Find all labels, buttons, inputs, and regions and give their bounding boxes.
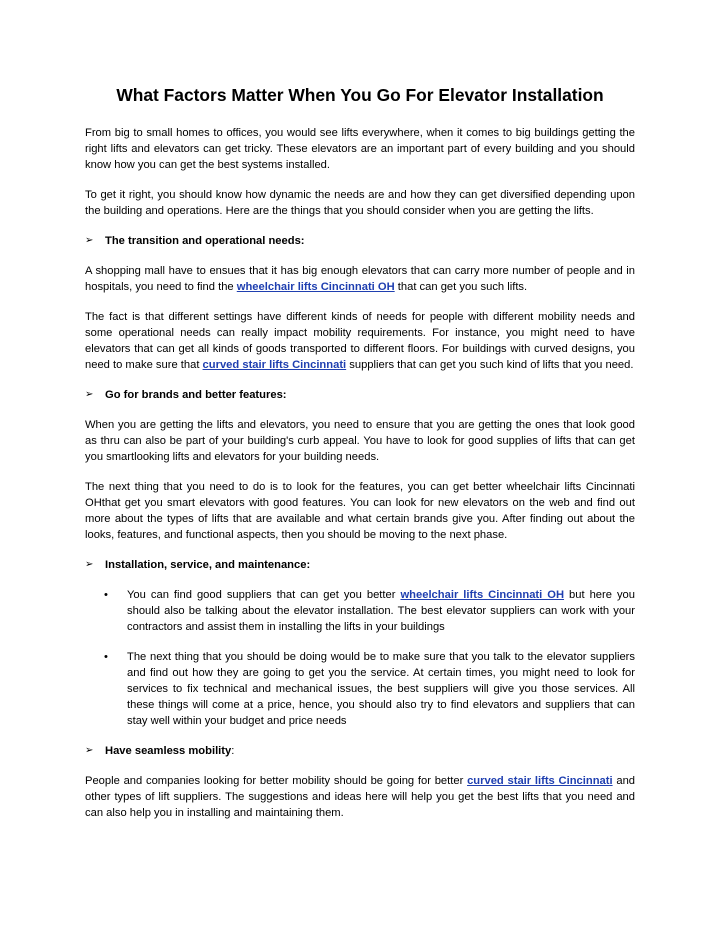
installation-bullet-list	[85, 587, 635, 729]
arrow-bullet-icon: ➢	[85, 559, 94, 570]
text-span: People and companies looking for better mobility should be going for better	[85, 775, 468, 787]
paragraph-getting-lifts: When you are getting the lifts and elevators, you need to ensure that you are getting the ones that look good as thru can also be part of your building's curb appeal. You have to look for good supplies of lifts that can get you smartlooking lifts and elevators for your building needs.	[85, 419, 635, 463]
paragraph-shopping-mall	[85, 263, 635, 295]
paragraph-different-settings	[85, 309, 635, 373]
list-item	[85, 649, 635, 729]
page-title: What Factors Matter When You Go For Elevator Installation	[116, 85, 604, 105]
section-heading-transition	[85, 233, 635, 249]
text-span: but here you should also be talking about the elevator installation. The best elevator suppliers can work with your contractors and assist them in installing the lifts in your buildings	[127, 589, 635, 633]
text-span: and other types of lift suppliers. The suggestions and ideas here will help you get the best lifts that you need and can also help you in installing and maintaining them.	[85, 775, 636, 819]
section-heading-mobility	[85, 743, 635, 759]
paragraph-better-mobility	[85, 773, 635, 821]
arrow-bullet-icon: ➢	[85, 745, 94, 756]
text-span: You can find good suppliers that can get you better	[127, 589, 401, 601]
section-heading-brands	[85, 387, 635, 403]
intro-paragraph-1: From big to small homes to offices, you would see lifts everywhere, when it comes to big buildings getting the right lifts and elevators can get tricky. These elevators are an important part of every building and you should know how you can get the best systems installed.	[85, 127, 635, 171]
link-curved-stair-lifts[interactable]: curved stair lifts Cincinnati	[467, 775, 613, 787]
section-heading-text: Go for brands and better features:	[105, 389, 287, 401]
text-span: that can get you such lifts.	[394, 281, 528, 293]
text-span: The next thing that you should be doing would be to make sure that you talk to the elevator suppliers and find out how they are going to get you the service. At certain times, you might need to look for services to fix technical and mechanical issues, the best suppliers will give you those services. All these things will come at a price, hence, you should also try to find elevators and suppliers that can stay well within your budget and price needs	[127, 651, 635, 727]
text-span: The fact is that different settings have different kinds of needs for people with different mobility needs and some operational needs can really impact mobility requirements. For instance, you might need to have elevators that can get all kinds of goods transported to different floors. For buildings with curved designs, you need to make sure that	[85, 311, 635, 371]
text-span: A shopping mall have to ensues that it has big enough elevators that can carry more number of people and in hospitals, you need to find the	[85, 265, 635, 293]
section-heading-text: Have seamless mobility	[105, 745, 232, 757]
list-item	[85, 587, 635, 635]
heading-colon: :	[231, 745, 235, 757]
paragraph-features: The next thing that you need to do is to look for the features, you can get better wheelchair lifts Cincinnati OHthat get you smart elevators with good features. You can look for new elevators on the web and find out more about the types of lifts that are available and what certain brands give you. After finding out about the looks, features, and functional aspects, then you should be moving to the next phase.	[85, 481, 635, 541]
bullet-dot-icon: •	[104, 589, 108, 601]
bullet-dot-icon: •	[104, 651, 108, 663]
section-heading-text: The transition and operational needs:	[105, 235, 305, 247]
section-heading-text: Installation, service, and maintenance:	[105, 559, 311, 571]
arrow-bullet-icon: ➢	[85, 235, 94, 246]
intro-paragraph-2: To get it right, you should know how dynamic the needs are and how they can get diversified depending upon the building and operations. Here are the things that you should consider when you are getting the lifts.	[85, 189, 635, 217]
link-curved-stair-lifts[interactable]: curved stair lifts Cincinnati	[202, 359, 347, 371]
link-wheelchair-lifts[interactable]: wheelchair lifts Cincinnati OH	[400, 589, 565, 601]
text-span: suppliers that can get you such kind of lifts that you need.	[346, 359, 634, 371]
section-heading-installation	[85, 557, 635, 573]
link-wheelchair-lifts[interactable]: wheelchair lifts Cincinnati OH	[236, 281, 395, 293]
arrow-bullet-icon: ➢	[85, 389, 94, 400]
